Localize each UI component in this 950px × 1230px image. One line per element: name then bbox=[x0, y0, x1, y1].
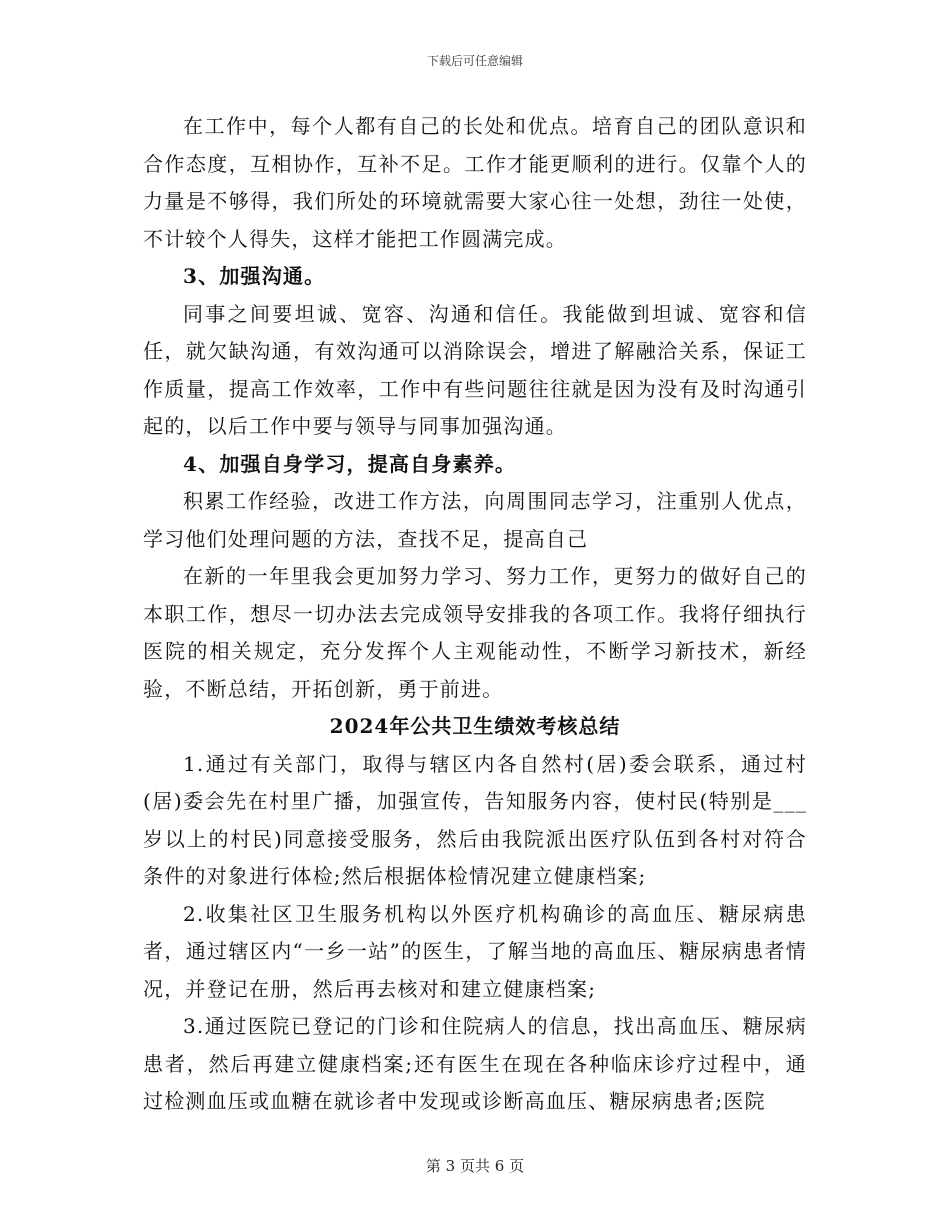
paragraph-new-year: 在新的一年里我会更加努力学习、努力工作，更努力的做好自己的本职工作，想尽一切办法去完成领导安排我的各项工作。我将仔细执行医院的相关规定，充分发挥个人主观能动性，不断学习新技术，新经验，不断总结，开拓创新，勇于前进。 bbox=[143, 564, 807, 701]
paragraph-self-learning: 积累工作经验，改进工作方法，向周围同志学习，注重别人优点，学习他们处理问题的方法，查找不足，提高自己 bbox=[143, 489, 807, 551]
page-header: 下载后可任意编辑 bbox=[426, 54, 523, 68]
paragraph-item-1: 1.通过有关部门，取得与辖区内各自然村(居)委会联系，通过村(居)委会先在村里广播，加强宣传，告知服务内容，使村民(特别是___岁以上的村民)同意接受服务，然后由我院派出医疗队伍到各村对符合条件的对象进行体检;然后根据体检情况建立健康档案; bbox=[143, 751, 807, 888]
paragraph-teamwork: 在工作中，每个人都有自己的长处和优点。培育自己的团队意识和合作态度，互相协作，互补不足。工作才能更顺利的进行。仅靠个人的力量是不够得，我们所处的环境就需要大家心往一处想，劲往一处使，不计较个人得失，这样才能把工作圆满完成。 bbox=[143, 114, 807, 251]
document-body bbox=[143, 108, 807, 1121]
paragraph-item-2: 2.收集社区卫生服务机构以外医疗机构确诊的高血压、糖尿病患者，通过辖区内“一乡一站”的医生，了解当地的高血压、糖尿病患者情况，并登记在册，然后再去核对和建立健康档案; bbox=[143, 901, 807, 1001]
paragraph-item-3: 3.通过医院已登记的门诊和住院病人的信息，找出高血压、糖尿病患者，然后再建立健康档案;还有医生在现在各种临床诊疗过程中，通过检测血压或血糖在就诊者中发现或诊断高血压、糖尿病患者;医院 bbox=[143, 1014, 807, 1113]
paragraph-communication: 同事之间要坦诚、宽容、沟通和信任。我能做到坦诚、宽容和信任，就欠缺沟通，有效沟通可以消除误会，增进了解融洽关系，保证工作质量，提高工作效率，工作中有些问题往往就是因为没有及时沟通引起的，以后工作中要与领导与同事加强沟通。 bbox=[143, 301, 807, 438]
heading-communication: 3、加强沟通。 bbox=[183, 264, 326, 288]
page-footer: 第 3 页共 6 页 bbox=[425, 1157, 525, 1175]
section-title: 2024年公共卫生绩效考核总结 bbox=[329, 714, 621, 738]
heading-self-learning: 4、加强自身学习，提高自身素养。 bbox=[183, 451, 517, 476]
